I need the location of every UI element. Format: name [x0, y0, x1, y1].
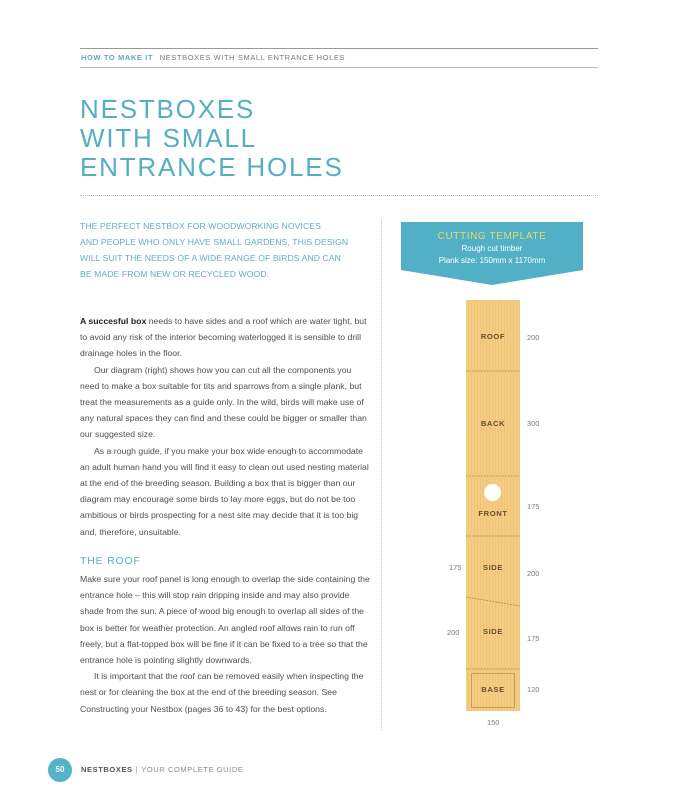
plank-size: Plank size: 150mm x 1170mm [438, 256, 546, 265]
body-paragraph: Make sure your roof panel is long enough to overlap the side containing the entrance hole – this will stop rain dripping inside and may also provide shade from the sun. A piece of wood big enough to overlap all sides of the box is better for weather protection. An angled roof allows rain to run off freely, but a flat-topped box will be fine if it can be fixed to a tree so that the entrance hole is pointing slightly downwards. [80, 574, 370, 666]
dimension-side2-left: 200 [447, 628, 460, 637]
dimension-front: 175 [527, 502, 540, 511]
banner-subtitle: Rough cut timber [461, 244, 523, 253]
part-label-front: FRONT [478, 509, 508, 518]
header-rule-bottom [80, 67, 598, 68]
part-label-side: SIDE [482, 627, 504, 636]
intro-line: BE MADE FROM NEW OR RECYCLED WOOD. [80, 269, 270, 279]
body-text [80, 313, 372, 540]
roof-text [80, 571, 372, 717]
entrance-hole [484, 484, 501, 501]
body-paragraph: As a rough guide, if you make your box wide enough to accommodate an adult human hand you will find it easy to clean out used nesting material at the end of the breeding season. Building a box that is bigger than our diagram may encourage some birds to lay more eggs, but do not be too ambitious or birds prospecting for a nest site may decide that it is too big and, therefore, unsuitable. [80, 445, 369, 537]
plank-diagram [466, 300, 520, 711]
part-label-base: BASE [481, 685, 505, 694]
lead-in: A succesful box [80, 316, 147, 326]
running-head [81, 53, 345, 62]
footer-book-title: NESTBOXES [81, 765, 133, 774]
page-title-line: WITH SMALL [80, 123, 257, 153]
page-title [80, 95, 344, 182]
footer [81, 765, 243, 774]
body-paragraph: It is important that the roof can be removed easily when inspecting the nest or for cleaning the box at the end of the breeding season. See Constructing your Nestbox (pages 36 to 43) for the best options. [80, 671, 364, 714]
running-head-title: NESTBOXES WITH SMALL ENTRANCE HOLES [159, 53, 346, 62]
dimension-side2-right: 175 [527, 634, 540, 643]
cut-line-angled [466, 597, 520, 606]
intro-standfirst [80, 218, 370, 282]
intro-line: WILL SUIT THE NEEDS OF A WIDE RANGE OF BIRDS AND CAN [80, 253, 341, 263]
dimension-roof: 200 [527, 333, 540, 342]
part-label-back: BACK [480, 419, 506, 428]
body-paragraph: Our diagram (right) shows how you can cut all the components you need to make a box suitable for tits and sparrows from a single plank, but treat the measurements as a guide only. In the wild, birds will make use of any natural spaces they can find and these could be bigger or smaller than our suggested size. [80, 364, 367, 440]
dimension-side1-left: 175 [449, 563, 462, 572]
page-number: 50 [48, 758, 72, 782]
paragraph-text: needs to have sides and a roof which are water tight, but to avoid any risk of the interior becoming waterlogged it is sensible to drill drainage holes in the floor. [80, 316, 367, 359]
section-heading-roof: THE ROOF [80, 555, 141, 567]
dimension-width: 150 [487, 718, 500, 727]
intro-line: AND PEOPLE WHO ONLY HAVE SMALL GARDENS, THIS DESIGN [80, 237, 349, 247]
running-head-section: HOW TO MAKE IT [81, 53, 154, 62]
intro-line: THE PERFECT NESTBOX FOR WOODWORKING NOVICES [80, 221, 321, 231]
cutting-template-banner [401, 222, 583, 284]
dimension-side1-right: 200 [527, 569, 540, 578]
title-divider [80, 195, 598, 196]
cut-lines [466, 300, 520, 711]
page-title-line: NESTBOXES [80, 94, 256, 124]
column-divider [381, 220, 382, 730]
part-label-side: SIDE [482, 563, 504, 572]
part-label-roof: ROOF [480, 332, 506, 341]
dimension-back: 300 [527, 419, 540, 428]
dimension-base: 120 [527, 685, 540, 694]
header-rule-top [80, 48, 598, 49]
footer-subtitle: YOUR COMPLETE GUIDE [141, 765, 244, 774]
footer-separator: | [135, 765, 139, 774]
page-title-line: ENTRANCE HOLES [80, 152, 344, 182]
body-paragraph [80, 313, 372, 362]
banner-title: CUTTING TEMPLATE [437, 231, 547, 242]
